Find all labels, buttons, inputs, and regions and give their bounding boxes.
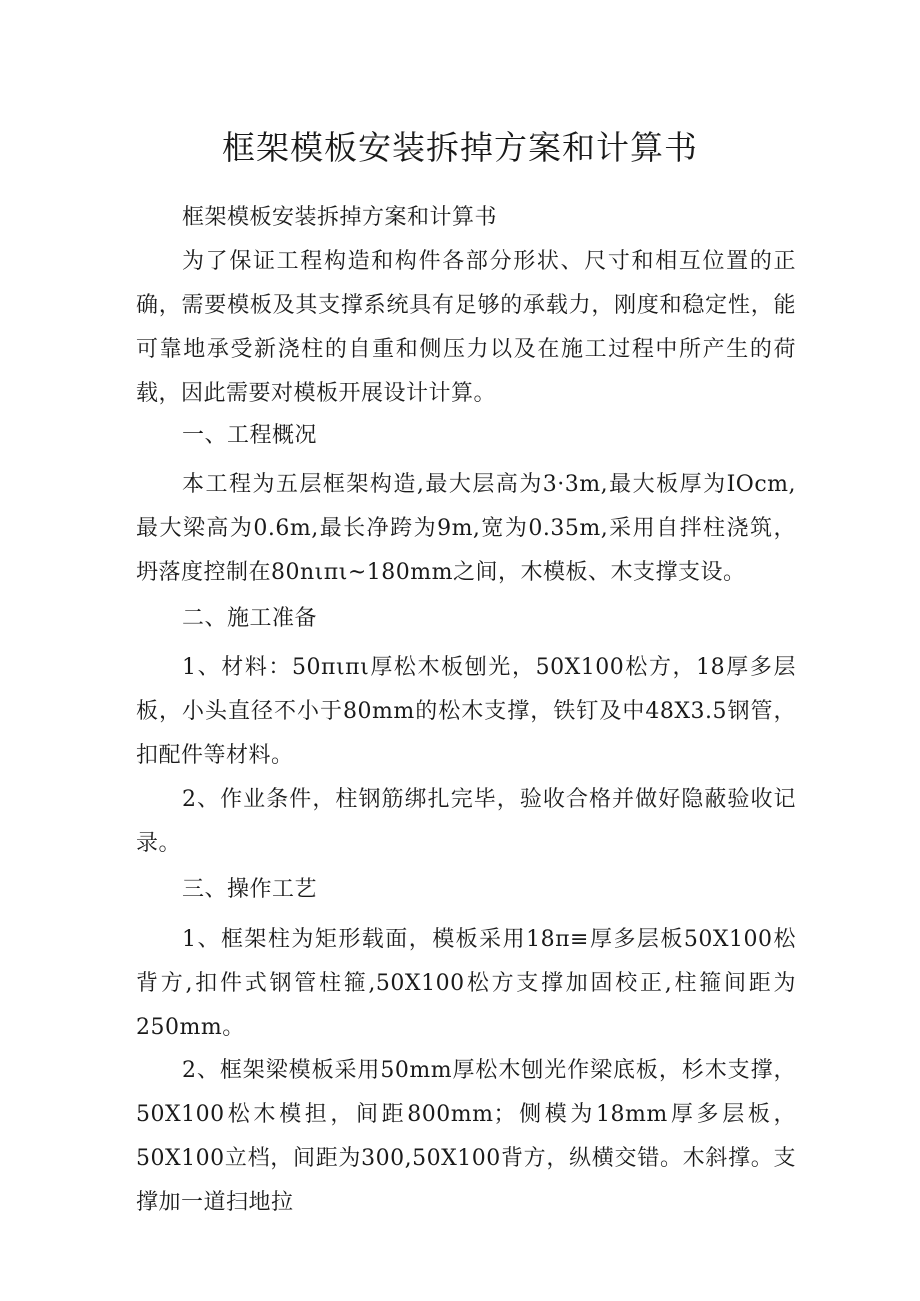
paragraph-work-conditions: 2、作业条件，柱钢筋绑扎完毕，验收合格并做好隐蔽验收记录。 xyxy=(136,787,796,856)
paragraph-materials: 1、材料：50πιπι厚松木板刨光，50X100松方，18厚多层板，小头直径不小于80mm的松木支撑，铁钉及中48X3.5钢管，扣配件等材料。 xyxy=(136,655,796,768)
heading-construction-prep: 二、施工准备 xyxy=(182,606,318,631)
paragraph-beam-formwork: 2、框架梁模板采用50mm厚松木刨光作梁底板，杉木支撑，50X100松木模担，间距800mm；侧模为18mm厚多层板，50X100立档，间距为300,50X100背方，纵横交错。木斜撑。支撑加一道扫地拉 xyxy=(136,1058,796,1215)
heading-operation-process: 三、操作工艺 xyxy=(182,877,318,902)
document-subtitle: 框架模板安装拆掉方案和计算书 xyxy=(182,205,498,230)
paragraph-project-overview: 本工程为五层框架构造,最大层高为3·3m,最大板厚为IOcm,最大梁高为0.6m,最长净跨为9m,宽为0.35m,采用自拌柱浇筑，坍落度控制在80nιπι~180mm之间，木模板、木支撑支设。 xyxy=(136,472,796,585)
paragraph-column-formwork: 1、框架柱为矩形载面，模板采用18π≡厚多层板50X100松背方,扣件式钢管柱箍,50X100松方支撑加固校正,柱箍间距为250mm。 xyxy=(136,927,796,1040)
paragraph-intro: 为了保证工程构造和构件各部分形状、尺寸和相互位置的正确，需要模板及其支撑系统具有足够的承载力，刚度和稳定性，能可靠地承受新浇柱的自重和侧压力以及在施工过程中所产生的荷载，因此需要对模板开展设计计算。 xyxy=(136,249,796,406)
document-title: 框架模板安装拆掉方案和计算书 xyxy=(222,128,698,167)
heading-project-overview: 一、工程概况 xyxy=(182,423,318,448)
